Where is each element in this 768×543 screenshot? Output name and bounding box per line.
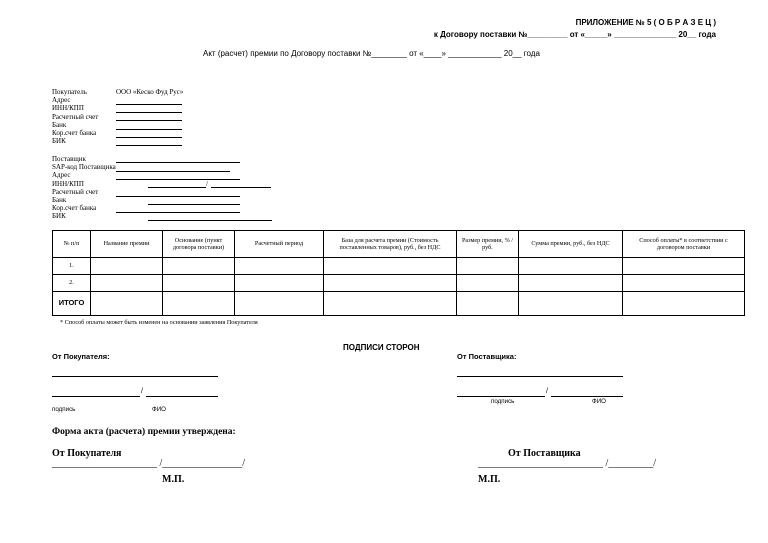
buyer-stamp-label: М.П. (162, 474, 185, 485)
table-header-row (53, 231, 745, 258)
row-number: 1. (53, 258, 91, 275)
table-footnote: * Способ оплаты может быть изменен на основании заявления Покупателя (60, 319, 258, 326)
buyer-label: Кор.счет банка (52, 129, 97, 138)
supplier-label: Адрес (52, 171, 71, 180)
buyer-fio-line (146, 396, 218, 397)
column-header: Способ оплаты* в соответствии с договором поставки (623, 231, 745, 258)
table-cell (324, 275, 457, 292)
supplier-label: SAP-код Поставщика (52, 163, 116, 172)
column-header: № п/п (53, 231, 91, 258)
field-line (148, 220, 272, 221)
supplier-position-line (457, 376, 623, 377)
approved-supplier-sign-line: _________________________ /_________/ (478, 458, 657, 469)
buyer-label: Покупатель (52, 88, 87, 96)
buyer-label: БИК (52, 137, 66, 146)
supplier-label: БИК (52, 212, 66, 221)
buyer-label: Расчетный счет (52, 112, 99, 121)
buyer-sign-caption: подпись (52, 406, 76, 413)
table-cell (235, 292, 324, 316)
row-number: 2. (53, 275, 91, 292)
field-line (116, 179, 240, 180)
table-cell (235, 275, 324, 292)
supplier-label: Расчетный счет (52, 187, 99, 196)
field-line (116, 137, 182, 138)
supplier-fio-caption: ФИО (592, 398, 606, 405)
table-cell (324, 258, 457, 275)
contract-reference: к Договору поставки №_________ от «_____» ______________ 20__ года (433, 30, 716, 39)
field-line (116, 145, 182, 146)
supplier-label: Поставщик (52, 155, 86, 163)
total-label: ИТОГО (53, 292, 91, 316)
table-cell (91, 258, 163, 275)
buyer-signature-line (52, 396, 140, 397)
table-cell (91, 292, 163, 316)
table-cell (235, 258, 324, 275)
from-buyer-label: От Покупателя: (52, 352, 110, 361)
table-row (53, 258, 745, 275)
field-line (116, 212, 240, 213)
table-cell (623, 258, 745, 275)
field-line (148, 204, 240, 205)
approved-buyer-sign-line: _____________________ /________________/ (52, 458, 246, 469)
table-cell (457, 258, 519, 275)
table-cell (457, 275, 519, 292)
field-line (148, 187, 206, 188)
table-row (53, 275, 745, 292)
buyer-label: Адрес (52, 96, 71, 105)
act-title: Акт (расчет) премии по Договору поставки №________ от «____» ____________ 20__ года (203, 49, 540, 58)
approved-from-supplier: От Поставщика (508, 448, 581, 459)
supplier-label: Кор.счет банка (52, 204, 97, 213)
supplier-signature-sep: / (546, 388, 548, 395)
buyer-name: ООО «Кеско Фуд Рус» (116, 88, 184, 96)
field-line (116, 129, 182, 130)
column-header: Сумма премии, руб., без НДС (519, 231, 623, 258)
column-header: Расчетный период (235, 231, 324, 258)
table-cell (324, 292, 457, 316)
table-cell (519, 292, 623, 316)
field-line (116, 112, 182, 113)
supplier-label: ИНН/КПП (52, 179, 84, 188)
field-line (116, 104, 182, 105)
signatures-title: ПОДПИСИ СТОРОН (343, 343, 420, 352)
table-cell (163, 292, 235, 316)
column-header: Основание (пункт договора поставки) (163, 231, 235, 258)
table-cell (163, 258, 235, 275)
supplier-signature-line (457, 396, 545, 397)
supplier-sign-caption: подпись (491, 398, 515, 405)
table-cell (163, 275, 235, 292)
buyer-signature-sep: / (141, 388, 143, 395)
column-header: Размер премии, % / руб. (457, 231, 519, 258)
field-line (116, 196, 240, 197)
field-line (116, 171, 230, 172)
field-line (116, 120, 182, 121)
annex-title: ПРИЛОЖЕНИЕ № 5 ( О Б Р А З Е Ц ) (575, 18, 716, 27)
field-line (211, 187, 271, 188)
table-cell (457, 292, 519, 316)
field-line (116, 162, 240, 163)
inn-separator: / (206, 180, 208, 188)
buyer-labels (52, 88, 98, 145)
total-row (53, 292, 745, 316)
buyer-label: ИНН/КПП (52, 104, 84, 113)
table-cell (623, 292, 745, 316)
supplier-stamp-label: М.П. (478, 474, 501, 485)
approved-title: Форма акта (расчета) премии утверждена: (52, 427, 236, 437)
table-cell (91, 275, 163, 292)
column-header: Название премии (91, 231, 163, 258)
table-cell (519, 258, 623, 275)
column-header: База для расчета премии (Стоимость поставленных товаров), руб., без НДС (324, 231, 457, 258)
approved-from-buyer: От Покупателя (52, 448, 122, 459)
supplier-label: Банк (52, 196, 67, 205)
buyer-position-line (52, 376, 218, 377)
supplier-fio-line (551, 396, 623, 397)
buyer-label: Банк (52, 120, 67, 129)
from-supplier-label: От Поставщика: (457, 352, 517, 361)
supplier-labels (52, 155, 116, 221)
table-cell (519, 275, 623, 292)
buyer-fio-caption: ФИО (152, 406, 166, 413)
premium-table (52, 230, 745, 316)
table-cell (623, 275, 745, 292)
